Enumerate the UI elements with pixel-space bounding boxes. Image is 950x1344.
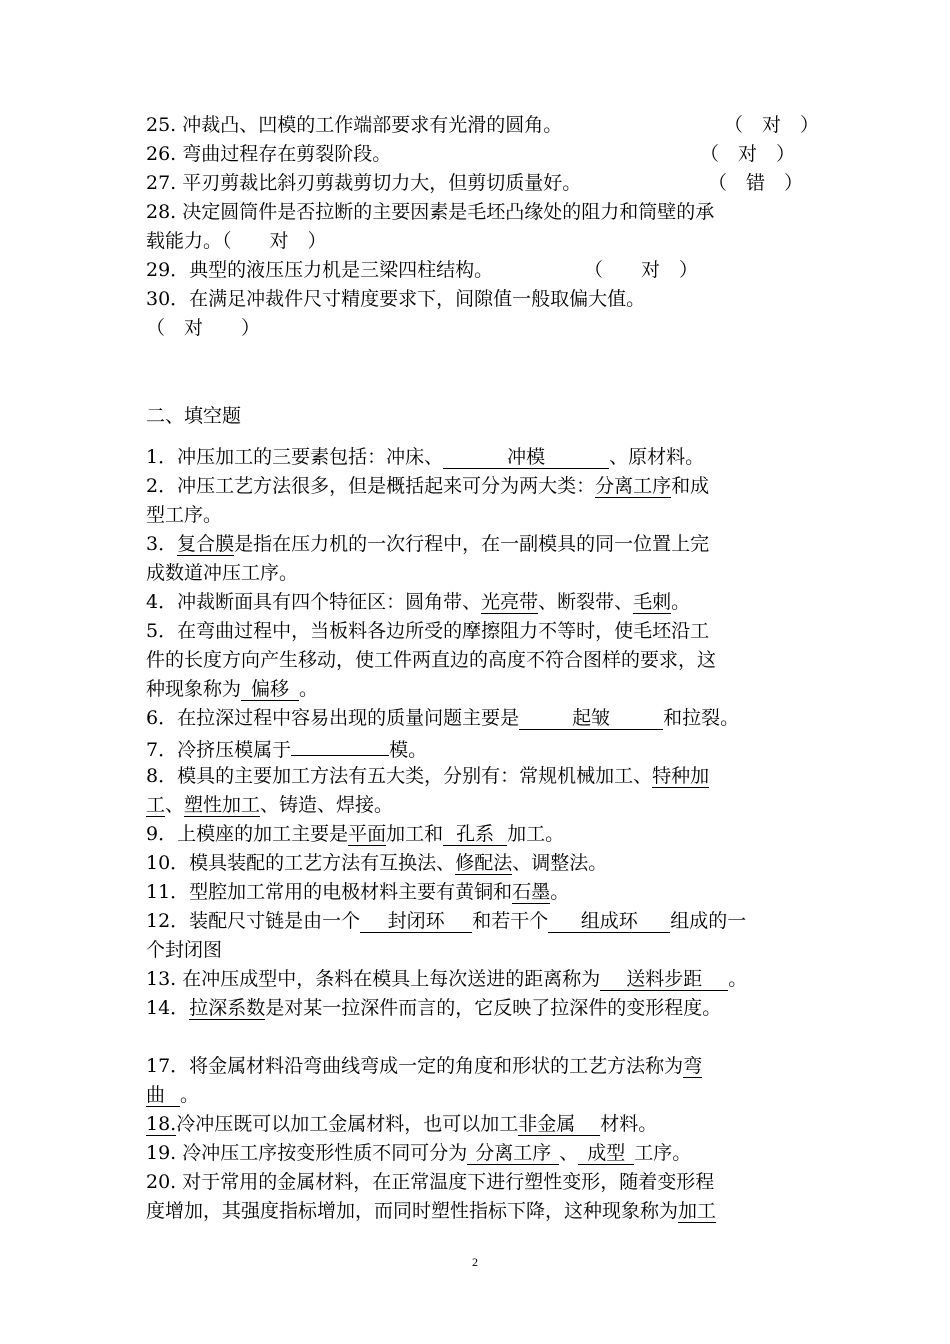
answer-blank: 非金属 [518,1113,600,1136]
tf-answer: （ 对 ） [584,259,699,281]
answer-blank: 光亮带 [481,591,539,613]
question-text: 是指在压力机的一次行程中，在一副模具的同一位置上完 [234,533,710,555]
answer-blank: 分离工序 [595,475,672,497]
tf-question-text: 27. 平刃剪裁比斜刃剪裁剪切力大，但剪切质量好。 [146,172,582,194]
question-text: 和成 [671,475,710,497]
tf-question-text: 28. 决定圆筒件是否拉断的主要因素是毛坯凸缘处的阻力和筒壁的承 [146,201,715,223]
fill-item-12-cont [146,936,808,964]
fill-item-17 [146,1052,808,1080]
answer-blank: 曲 [146,1084,180,1107]
fill-item-20-cont [146,1197,808,1225]
question-text: 种现象称为 [146,678,242,700]
question-text: 10．模具装配的工艺方法有互换法、 [146,852,456,874]
answer-blank-empty [291,733,389,756]
fill-item-2 [146,472,808,500]
fill-item-11 [146,878,808,906]
section-title-text: 二、填空题 [146,405,242,427]
question-text: 是对某一拉深件而言的，它反映了拉深件的变形程度。 [265,997,722,1019]
answer-blank: 平面 [348,823,387,845]
question-text: 。 [299,678,319,700]
question-text: 加工。 [507,823,565,845]
fill-item-13 [146,965,808,993]
answer-blank: 塑性加工 [184,794,261,816]
question-text: 7．冷挤压模属于 [146,739,292,761]
question-text: 9．上模座的加工主要是 [146,823,349,845]
question-text: 和若干个 [472,910,549,932]
fill-item-3-cont [146,559,808,587]
fill-item-6 [146,704,808,732]
question-text: 11．型腔加工常用的电极材料主要有黄铜和 [146,881,513,903]
fill-item-1 [146,443,808,471]
question-text: 、断裂带、 [538,591,634,613]
question-text: 、铸造、焊接。 [260,794,394,816]
fill-item-8-cont [146,791,808,819]
tf-item-30 [146,285,808,313]
answer-blank: 组成环 [548,910,670,933]
question-text: 。 [728,968,748,990]
fill-item-19 [146,1139,808,1167]
tf-answer: （ 错 ） [708,172,804,194]
fill-item-12 [146,907,808,935]
question-text: 5．在弯曲过程中，当板料各边所受的摩擦阻力不等时，使毛坯沿工 [146,620,710,642]
question-text: 型工序。 [146,504,223,526]
answer-blank: 加工 [678,1200,717,1222]
question-text: 13. 在冲压成型中，条料在模具上每次送进的距离称为 [146,968,601,990]
question-text: 3． [146,533,178,555]
question-text: 1．冲压加工的三要素包括：冲床、 [146,446,444,468]
question-text: 加工和 [386,823,444,845]
question-text: 、 [559,1142,579,1164]
tf-item-25 [146,111,820,139]
question-text: 。 [180,1084,200,1106]
answer-blank: 孔系 [443,823,507,846]
tf-question-text: 26. 弯曲过程存在剪裂阶段。 [146,143,392,165]
fill-item-14 [146,994,808,1022]
answer-blank: 石墨 [512,881,551,903]
tf-item-26 [146,140,808,168]
tf-question-text: 载能力。（ 对 ） [146,230,327,252]
tf-answer: （ 对 ） [700,143,796,165]
fill-item-7 [146,733,808,761]
fill-item-18 [146,1110,808,1138]
tf-item-29 [146,256,808,284]
answer-blank: 冲模 [443,446,609,469]
tf-question-text: 25. 冲裁凸、凹模的工作端部要求有光滑的圆角。 [146,114,563,136]
question-text: 个封闭图 [146,939,223,961]
question-text: 6．在拉深过程中容易出现的质量问题主要是 [146,707,520,729]
tf-item-28-line2 [146,227,808,255]
section-title [146,402,808,430]
answer-blank: 复合膜 [177,533,235,555]
question-text: 14． [146,997,190,1019]
answer-blank: 成型 [578,1142,634,1165]
answer-blank: 送料步距 [600,968,728,991]
question-text: 4．冲裁断面具有四个特征区：圆角带、 [146,591,482,613]
question-text: 、 [165,794,185,816]
tf-answer: （ 对 ） [724,114,820,136]
tf-question-text: 29．典型的液压压力机是三梁四柱结构。 [146,259,494,281]
fill-item-8 [146,762,808,790]
tf-question-text: 30．在满足冲裁件尺寸精度要求下，间隙值一般取偏大值。 [146,288,646,310]
question-text: 17．将金属材料沿弯曲线弯成一定的角度和形状的工艺方法称为 [146,1055,684,1077]
fill-item-10 [146,849,808,877]
answer-blank: 封闭环 [360,910,472,933]
question-text: 度增加，其强度指标增加，而同时塑性指标下降，这种现象称为 [146,1200,679,1222]
answer-blank: 工 [146,794,166,816]
question-number: 18. [146,1113,177,1135]
question-text: 工序。 [634,1142,692,1164]
question-text: 模。 [389,739,428,761]
answer-blank: 毛刺 [633,591,672,613]
tf-answer: （ 对 ） [146,317,261,339]
question-text: 、原材料。 [609,446,705,468]
question-text: 件的长度方向产生移动，使工件两直边的高度不符合图样的要求，这 [146,649,717,671]
answer-blank: 拉深系数 [189,997,266,1019]
answer-blank: 分离工序 [467,1142,559,1165]
question-text: 组成的一 [670,910,747,932]
question-text: 2．冲压工艺方法很多，但是概括起来可分为两大类： [146,475,596,497]
fill-item-2-cont [146,501,808,529]
fill-item-20 [146,1168,808,1196]
question-text: 8．模具的主要加工方法有五大类，分别有：常规机械加工、 [146,765,653,787]
tf-item-27 [146,169,808,197]
fill-item-5 [146,617,808,645]
fill-item-9 [146,820,808,848]
question-text: 成数道冲压工序。 [146,562,299,584]
answer-blank: 弯 [683,1055,703,1077]
fill-item-17-cont [146,1081,808,1109]
tf-item-30-answer [146,314,808,342]
question-text: 冷冲压既可以加工金属材料，也可以加工 [176,1113,519,1135]
question-text: 12．装配尺寸链是由一个 [146,910,361,932]
fill-item-4 [146,588,808,616]
question-text: 材料。 [600,1113,658,1135]
tf-item-28-line1 [146,198,808,226]
fill-item-5-cont1 [146,646,808,674]
answer-blank: 特种加 [652,765,710,787]
page-number: 2 [472,1255,478,1269]
question-text: 、调整法。 [512,852,608,874]
answer-blank: 偏移 [241,678,299,701]
fill-item-5-cont2 [146,675,808,703]
answer-blank: 修配法 [455,852,513,874]
fill-item-3 [146,530,808,558]
question-text: 19. 冷冲压工序按变形性质不同可分为 [146,1142,468,1164]
question-text: 20. 对于常用的金属材料，在正常温度下进行塑性变形，随着变形程 [146,1171,715,1193]
question-text: 和拉裂。 [663,707,740,729]
question-text: 。 [671,591,691,613]
answer-blank: 起皱 [519,707,663,730]
question-text: 。 [550,881,570,903]
